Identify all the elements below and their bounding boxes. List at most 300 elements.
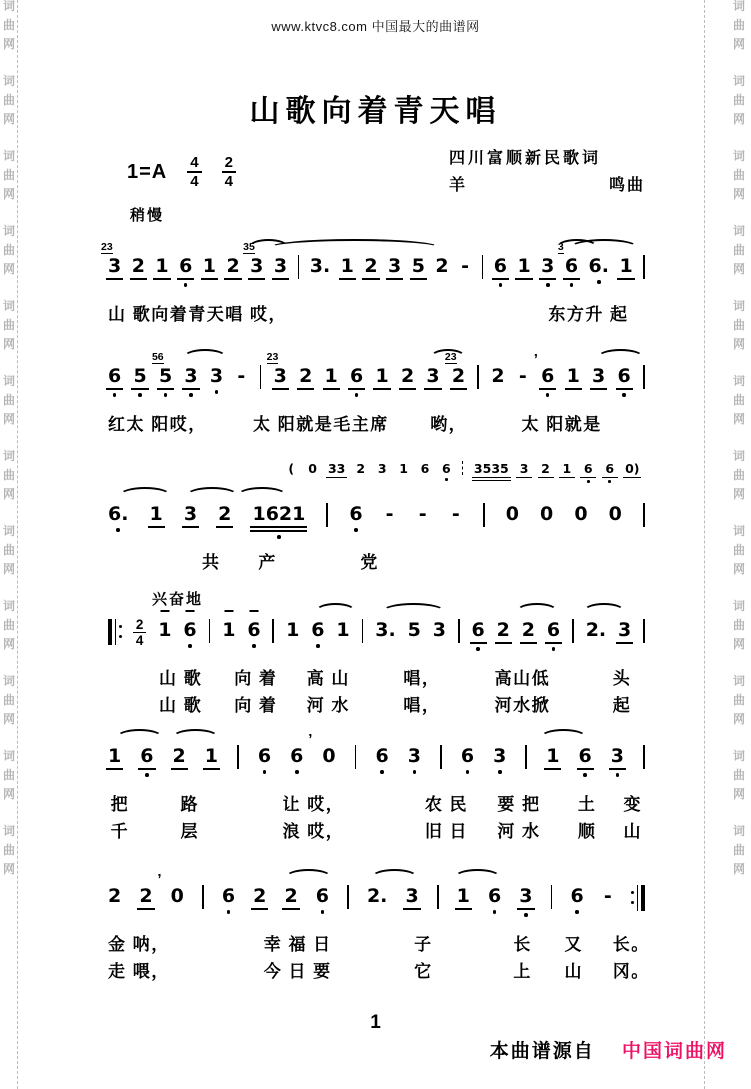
key-and-time-signatures bbox=[127, 155, 236, 189]
note bbox=[506, 504, 519, 525]
note bbox=[133, 366, 146, 397]
lyrics-row bbox=[108, 300, 645, 324]
grace-notes: 23 bbox=[444, 351, 457, 363]
low-octave-dot bbox=[145, 773, 149, 777]
note bbox=[457, 886, 470, 910]
note-number: 3 bbox=[184, 365, 198, 387]
beam-line bbox=[472, 477, 511, 478]
lyrics-row bbox=[108, 790, 645, 814]
beam-line bbox=[616, 642, 633, 644]
lyric-segment: 要 把 bbox=[497, 795, 541, 814]
side-watermark-char: 词 bbox=[733, 74, 746, 88]
note bbox=[108, 746, 121, 770]
barline bbox=[209, 619, 211, 643]
lyric-segment: 东方升 起 bbox=[548, 305, 629, 324]
side-watermark-char: 曲 bbox=[733, 318, 746, 332]
beam-line bbox=[224, 278, 241, 280]
beam-line bbox=[250, 526, 307, 528]
lyrics-row bbox=[108, 817, 645, 841]
slur-arc bbox=[269, 239, 439, 256]
note-number: 0) bbox=[625, 461, 640, 476]
lyric-segment: 上 bbox=[513, 962, 532, 981]
beam-line bbox=[373, 388, 390, 390]
note-number: 1 bbox=[158, 619, 172, 641]
lyric-segment: 起 bbox=[612, 696, 632, 715]
lyric-segment: 幸 福 日 bbox=[263, 935, 332, 954]
beam-line bbox=[539, 278, 556, 280]
beam-line bbox=[544, 768, 561, 770]
note-number: 0 bbox=[574, 503, 588, 525]
slur-arc bbox=[583, 603, 625, 620]
note-number: 6 bbox=[546, 619, 561, 641]
side-watermark-char: 词 bbox=[3, 0, 16, 13]
note-number: 3 bbox=[426, 365, 440, 387]
side-watermark-char: 网 bbox=[3, 112, 16, 126]
barline bbox=[572, 619, 574, 643]
note-number: 6 bbox=[420, 461, 430, 476]
note-number: 3 bbox=[432, 619, 446, 641]
note-number: 6 bbox=[471, 619, 485, 641]
note-number: 1 bbox=[340, 255, 354, 277]
beam-line bbox=[559, 477, 575, 478]
note-number: - bbox=[418, 503, 427, 525]
note-number: 1 bbox=[204, 745, 219, 767]
grace-notes: 23 bbox=[266, 351, 279, 363]
side-watermark-group bbox=[733, 600, 747, 650]
note-number: 2 bbox=[491, 365, 505, 387]
note bbox=[266, 351, 287, 390]
low-octave-dot bbox=[616, 773, 620, 777]
barline bbox=[298, 255, 300, 279]
time-signature bbox=[133, 618, 147, 647]
low-octave-dot bbox=[189, 393, 193, 397]
beam-line bbox=[106, 388, 123, 390]
lyric-segment: 红太 阳哎， bbox=[108, 415, 207, 434]
side-watermark-group bbox=[733, 300, 747, 350]
note bbox=[459, 256, 471, 277]
lyric-segment: 把 bbox=[110, 795, 130, 814]
note bbox=[247, 620, 260, 648]
beam-line bbox=[250, 530, 307, 532]
beam-line bbox=[130, 278, 147, 280]
beam-line bbox=[450, 388, 467, 390]
note bbox=[540, 462, 552, 478]
note-number: 3 bbox=[183, 503, 198, 525]
note bbox=[139, 871, 162, 910]
note bbox=[158, 620, 171, 641]
note bbox=[589, 256, 609, 284]
note bbox=[155, 256, 168, 280]
note bbox=[179, 256, 192, 287]
low-octave-dot bbox=[355, 393, 359, 397]
accent-mark bbox=[249, 610, 258, 612]
note bbox=[619, 256, 632, 280]
note-number: 6 bbox=[257, 745, 272, 767]
time-sig-numerator: 2 bbox=[133, 618, 147, 633]
note-number: 1 bbox=[202, 255, 216, 277]
side-watermark-char: 词 bbox=[733, 824, 746, 838]
note-number: 1 bbox=[336, 619, 350, 641]
note-number: 1 bbox=[456, 885, 470, 907]
note bbox=[586, 620, 606, 641]
note-number: 6 bbox=[349, 503, 363, 525]
note bbox=[398, 462, 410, 476]
note bbox=[364, 256, 377, 280]
notes-row bbox=[101, 241, 645, 290]
note bbox=[171, 886, 184, 907]
note-number: 33 bbox=[327, 461, 346, 476]
beam-line bbox=[182, 388, 199, 390]
slur-arc bbox=[597, 349, 644, 366]
side-watermark-group bbox=[3, 300, 17, 350]
source-credit bbox=[490, 1036, 727, 1063]
lyrics-row bbox=[108, 664, 645, 688]
barline bbox=[362, 619, 364, 643]
side-watermark-char: 词 bbox=[733, 0, 746, 13]
notes-row bbox=[108, 461, 645, 538]
lyric-segment: 千 bbox=[110, 822, 130, 841]
side-watermark-char: 词 bbox=[733, 224, 746, 238]
lyric-segment: 向 着 bbox=[234, 669, 278, 688]
side-watermark-char: 网 bbox=[733, 112, 746, 126]
music-line-3 bbox=[108, 461, 645, 572]
note bbox=[183, 620, 196, 648]
side-watermark-char: 曲 bbox=[733, 768, 746, 782]
low-octave-dot bbox=[113, 393, 117, 397]
low-octave-dot bbox=[498, 770, 502, 774]
note-number: 3 bbox=[209, 365, 224, 387]
notes-row bbox=[108, 731, 645, 780]
side-watermark-char: 网 bbox=[733, 787, 746, 801]
beam-line bbox=[153, 278, 170, 280]
note-number: 6 bbox=[617, 365, 631, 387]
lyrics-row bbox=[108, 548, 645, 572]
note bbox=[316, 886, 329, 914]
side-watermark-char: 词 bbox=[733, 524, 746, 538]
lyricist-credit: 四川富顺新民歌词 bbox=[449, 150, 602, 167]
slur-arc bbox=[285, 869, 332, 886]
side-watermark-char: 网 bbox=[733, 187, 746, 201]
note-number: 3 bbox=[377, 461, 387, 476]
low-octave-dot bbox=[116, 528, 120, 532]
note-number: 6. bbox=[108, 503, 129, 525]
note bbox=[286, 620, 299, 641]
low-octave-dot bbox=[215, 390, 219, 394]
beam-line bbox=[455, 908, 472, 910]
side-watermark-group bbox=[3, 750, 17, 800]
note bbox=[376, 746, 389, 774]
slur-arc bbox=[172, 729, 219, 746]
note bbox=[235, 366, 247, 387]
note bbox=[408, 746, 421, 774]
note bbox=[108, 366, 121, 397]
time-sig-denominator: 4 bbox=[190, 173, 199, 190]
side-watermark-char: 曲 bbox=[733, 93, 746, 107]
barline bbox=[202, 885, 204, 909]
low-octave-dot bbox=[188, 644, 192, 648]
note bbox=[474, 462, 509, 481]
lyric-segment: 河 水 bbox=[306, 696, 350, 715]
side-watermark-group bbox=[733, 675, 747, 725]
note bbox=[561, 462, 573, 478]
note bbox=[226, 256, 239, 280]
note-number: 6 bbox=[570, 885, 584, 907]
lyric-segment: 土 bbox=[577, 795, 597, 814]
low-octave-dot bbox=[587, 480, 590, 483]
low-octave-dot bbox=[227, 910, 231, 914]
lyric-segment: 浪 哎， bbox=[282, 822, 345, 841]
note-number: 1 bbox=[517, 255, 531, 277]
note-number: 6 bbox=[140, 745, 154, 767]
beam-line bbox=[403, 908, 420, 910]
beam-line bbox=[362, 278, 379, 280]
beam-line bbox=[182, 526, 199, 528]
music-line-5 bbox=[108, 731, 645, 841]
time-sig-denominator: 4 bbox=[224, 173, 233, 190]
note-number: 6 bbox=[315, 885, 329, 907]
note bbox=[618, 620, 631, 644]
side-watermark-char: 网 bbox=[3, 862, 16, 876]
side-watermark-char: 曲 bbox=[733, 18, 746, 32]
side-watermark-char: 网 bbox=[733, 337, 746, 351]
beam-line bbox=[138, 768, 155, 770]
barline bbox=[643, 255, 645, 279]
note bbox=[290, 731, 313, 774]
beam-line bbox=[216, 526, 233, 528]
note bbox=[184, 366, 197, 397]
note bbox=[349, 504, 362, 532]
lyric-segment: 长 bbox=[513, 935, 532, 954]
note bbox=[376, 462, 388, 476]
side-watermark-char: 曲 bbox=[3, 18, 16, 32]
beam-line bbox=[106, 768, 123, 770]
note-number: 5 bbox=[411, 255, 425, 277]
note-number: - bbox=[603, 885, 612, 907]
lyric-segment: 太 阳就是 bbox=[521, 415, 602, 434]
note-number: 2 bbox=[299, 365, 313, 387]
note bbox=[570, 886, 583, 914]
note bbox=[541, 256, 554, 287]
note-number: 1 bbox=[562, 461, 572, 476]
note bbox=[488, 886, 501, 914]
note bbox=[444, 351, 466, 390]
breath-mark: ’ bbox=[533, 351, 538, 368]
note-number: 0 bbox=[322, 745, 336, 767]
note bbox=[611, 746, 624, 777]
note bbox=[517, 256, 530, 280]
note-number: 6 bbox=[441, 461, 451, 476]
side-watermark-char: 词 bbox=[733, 374, 746, 388]
note bbox=[592, 366, 605, 390]
low-octave-dot bbox=[552, 647, 556, 651]
beam-line bbox=[137, 908, 154, 910]
low-octave-dot bbox=[277, 535, 281, 539]
note bbox=[210, 366, 223, 394]
note-number: 6 bbox=[247, 619, 261, 641]
beam-line bbox=[563, 278, 580, 280]
music-line-6 bbox=[108, 871, 650, 981]
beam-line bbox=[386, 278, 403, 280]
beam-line bbox=[538, 477, 554, 478]
note-number: 3 bbox=[610, 745, 624, 767]
beam-line bbox=[616, 388, 633, 390]
lyric-segment: 河 水 bbox=[497, 822, 541, 841]
side-watermark-char: 曲 bbox=[733, 393, 746, 407]
slur-arc bbox=[570, 239, 638, 256]
slur-arc bbox=[183, 349, 227, 366]
note-number: 3 bbox=[273, 365, 287, 387]
side-watermark-char: 词 bbox=[3, 674, 16, 688]
note-number: 0 bbox=[608, 503, 622, 525]
side-watermark-group bbox=[733, 525, 747, 575]
note-number: 1 bbox=[324, 365, 338, 387]
low-octave-dot bbox=[295, 770, 299, 774]
side-watermark-group bbox=[733, 450, 747, 500]
lyric-segment: 高山低 bbox=[494, 669, 551, 688]
low-octave-dot bbox=[380, 770, 384, 774]
time-sig-numerator: 4 bbox=[187, 155, 201, 173]
low-octave-dot bbox=[164, 393, 168, 397]
beam-line bbox=[272, 278, 289, 280]
note bbox=[625, 462, 639, 478]
beam-line bbox=[251, 908, 268, 910]
note-number: 6 bbox=[583, 461, 593, 476]
note bbox=[405, 886, 418, 910]
note bbox=[388, 256, 401, 280]
note-number: 2. bbox=[585, 619, 607, 641]
note-number: 6 bbox=[375, 745, 389, 767]
note bbox=[450, 504, 462, 525]
barline bbox=[272, 619, 274, 643]
note bbox=[440, 462, 452, 481]
note-number: 1 bbox=[149, 503, 163, 525]
beam-line bbox=[577, 768, 594, 770]
page-number: 1 bbox=[370, 1012, 381, 1033]
note bbox=[582, 462, 594, 483]
note bbox=[218, 504, 231, 528]
low-octave-dot bbox=[546, 393, 550, 397]
note-number: 1 bbox=[222, 619, 236, 641]
note bbox=[325, 366, 338, 390]
note bbox=[472, 620, 485, 651]
note-number: ( bbox=[288, 461, 295, 476]
note bbox=[150, 504, 163, 528]
lyric-segment: 山 bbox=[564, 962, 583, 981]
note-number: 2 bbox=[218, 503, 232, 525]
beam-line bbox=[348, 388, 365, 390]
barline bbox=[643, 503, 645, 527]
slur-arc bbox=[237, 487, 287, 504]
side-watermark-char: 词 bbox=[733, 449, 746, 463]
note bbox=[412, 256, 425, 280]
note bbox=[350, 366, 363, 397]
lyric-segment: 太 阳就是毛主席 bbox=[252, 415, 389, 434]
note bbox=[243, 241, 264, 280]
note bbox=[493, 746, 506, 774]
notes-row bbox=[108, 351, 645, 400]
breath-mark: ’ bbox=[308, 731, 313, 748]
lyric-segment: 农 民 bbox=[424, 795, 469, 814]
note-number: 1 bbox=[155, 255, 169, 277]
beam-line bbox=[492, 278, 509, 280]
lyric-segment: 山 bbox=[623, 822, 643, 841]
note bbox=[567, 366, 580, 390]
lyric-segment: 走 喂， bbox=[108, 962, 170, 981]
slur-arc bbox=[516, 603, 558, 620]
dashed-barline bbox=[462, 461, 465, 475]
note-number: 6 bbox=[460, 745, 475, 767]
side-watermark-char: 网 bbox=[733, 637, 746, 651]
barline bbox=[237, 745, 239, 769]
beam-line bbox=[106, 278, 123, 280]
lyric-segment: 山 歌 bbox=[159, 696, 203, 715]
low-octave-dot bbox=[597, 280, 601, 284]
note bbox=[433, 620, 446, 641]
side-watermark-char: 网 bbox=[733, 712, 746, 726]
low-octave-dot bbox=[524, 913, 528, 917]
side-watermark-char: 曲 bbox=[733, 618, 746, 632]
note-number: 2 bbox=[226, 255, 240, 277]
note bbox=[355, 462, 367, 476]
note bbox=[491, 366, 504, 387]
beam-line bbox=[203, 768, 220, 770]
note-number: 3 bbox=[519, 885, 533, 907]
beam-line bbox=[339, 278, 356, 280]
barline bbox=[260, 365, 262, 389]
lyric-segment: 高 山 bbox=[306, 669, 350, 688]
lyrics-row bbox=[108, 691, 645, 715]
side-watermark-char: 词 bbox=[733, 149, 746, 163]
lyric-segment: 顺 bbox=[577, 822, 597, 841]
side-watermark-char: 词 bbox=[3, 374, 16, 388]
barline bbox=[347, 885, 349, 909]
note-number: 5 bbox=[407, 619, 421, 641]
low-octave-dot bbox=[466, 770, 470, 774]
note-number: 2 bbox=[521, 619, 535, 641]
side-watermark-char: 曲 bbox=[3, 393, 16, 407]
slur-arc bbox=[540, 729, 587, 746]
barline bbox=[525, 745, 527, 769]
side-watermark-char: 词 bbox=[3, 299, 16, 313]
music-line-4 bbox=[108, 617, 645, 715]
slur-arc bbox=[454, 869, 501, 886]
lyric-segment: 冈。 bbox=[612, 962, 650, 981]
low-octave-dot bbox=[493, 910, 497, 914]
note-number: 3 bbox=[618, 619, 632, 641]
side-watermark-char: 曲 bbox=[3, 243, 16, 257]
time-sig-denominator: 4 bbox=[135, 633, 144, 648]
tempo-marking-excited: 兴奋地 bbox=[152, 591, 204, 608]
accent-mark bbox=[224, 610, 233, 612]
repeat-start-barline bbox=[108, 619, 121, 645]
note bbox=[173, 746, 186, 770]
grace-notes: 56 bbox=[151, 351, 164, 363]
note-number: 6 bbox=[311, 619, 325, 641]
lyric-segment: 头 bbox=[612, 669, 632, 688]
lyrics-row bbox=[108, 410, 645, 434]
beam-line bbox=[516, 477, 532, 478]
tempo-marking-slow: 稍慢 bbox=[130, 207, 165, 224]
breath-mark: ’ bbox=[157, 871, 162, 888]
beam-line bbox=[515, 278, 532, 280]
note bbox=[517, 351, 538, 387]
side-watermark-char: 曲 bbox=[733, 468, 746, 482]
side-watermark-group bbox=[3, 225, 17, 275]
side-watermark-group bbox=[733, 150, 747, 200]
note bbox=[426, 366, 439, 390]
notes-row bbox=[108, 617, 645, 654]
note-number: 3 bbox=[108, 255, 122, 277]
